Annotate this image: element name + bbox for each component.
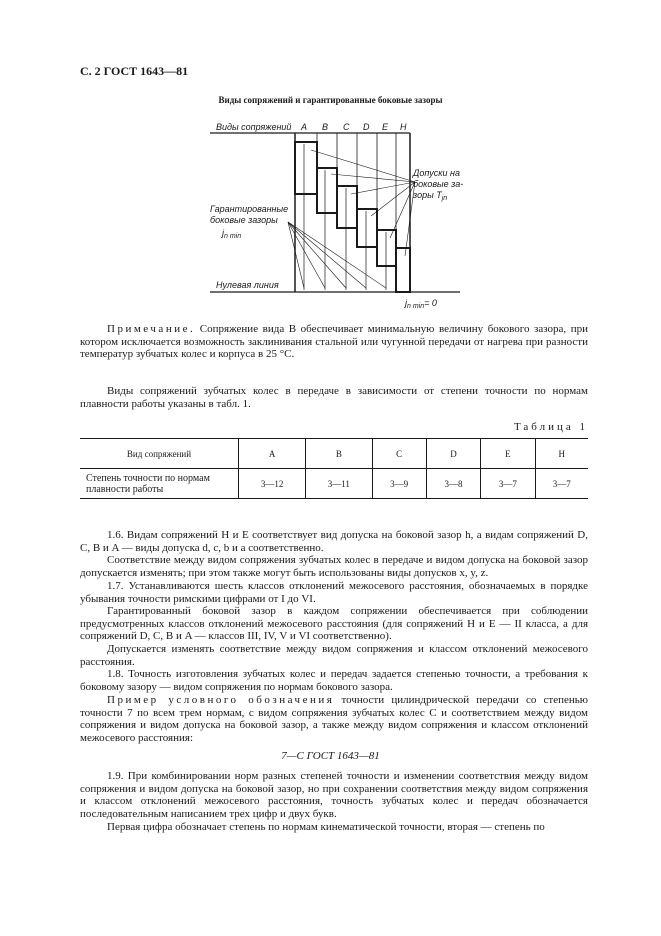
col-d: D <box>426 439 480 469</box>
cell-h: 3—7 <box>535 469 588 499</box>
para-1-8: 1.8. Точность изготовления зубчатых колес и передач задается степенью точности, а требования к боковому зазору — видом сопряжения по нормам бокового зазора. <box>80 668 588 693</box>
intro-paragraph: Виды сопряжений зубчатых колес в передаче в зависимости от степени точности по нормам плавности работы указаны в табл. 1. <box>80 385 588 410</box>
jn0-label: j <box>405 298 407 308</box>
jn-label-sub: n min <box>224 233 242 240</box>
svg-text:jn min= 0 <box>404 298 437 310</box>
para-1-7a: 1.7. Устанавливаются шесть классов отклонений межосевого расстояния, обозначаемых в порядке убывания точности римскими цифрами от I до VI. <box>80 580 588 605</box>
mating-table <box>80 438 588 499</box>
letter-b: B <box>322 122 329 132</box>
letter-d: D <box>363 122 370 132</box>
figure-caption: Виды сопряжений и гарантированные боковые зазоры <box>218 95 443 105</box>
svg-text:jn min <box>221 228 241 240</box>
letter-a: A <box>301 122 308 132</box>
jn0-label-sub: n min <box>407 303 425 310</box>
table-caption: Таблица 1 <box>513 421 588 433</box>
tolerance-field-d <box>357 209 377 247</box>
note-text: Сопряжение вида B обеспечивает минимальную величину бокового зазора, при котором исключается возможность заклинивания стальной или чугунной передачи от нагрева при разности температур зубчатых колес и корпуса в 25 °С. <box>80 323 588 361</box>
para-1-9: 1.9. При комбинировании норм разных степеней точности и изменении соответствия между видом сопряжения и видом допуска на боковой зазор, но при сохранении соответствия между видом сопряжения и классом отклонений межосевого расстояния, точность зубчатых колес и передач обозначается последовательным написанием трех цифр и двух букв. <box>80 770 588 820</box>
guaranteed-label-1: Гарантированные <box>210 204 289 214</box>
col-b: B <box>306 439 372 469</box>
cell-e: 3—7 <box>481 469 535 499</box>
kinds-label: Виды сопряжений <box>216 122 292 132</box>
jn0-label-tail: = 0 <box>424 298 437 308</box>
letter-e: E <box>382 122 389 132</box>
tolerance-field-a <box>295 142 317 194</box>
para-1-6a: 1.6. Видам сопряжений H и E соответствует вид допуска на боковой зазор h, а видам сопряжений D, C, B и A — виды допуска d, c, b и a соответственно. <box>80 529 588 554</box>
note-title: Примечание. <box>107 323 196 335</box>
tolerance-label-3: зоры T <box>413 190 442 200</box>
formula: 7—C ГОСТ 1643—81 <box>281 750 380 762</box>
col-c: C <box>372 439 426 469</box>
example-text: точности цилиндрической передачи со степенью точности 7 по всем трем нормам, с видом сопряжения зубчатых колес C и соответствием между видом сопряжения и видом допуска на боковой зазор, а также между видом сопряжения и классом отклонений межосевого расстояния: <box>80 694 588 744</box>
tolerance-field-c <box>337 186 357 228</box>
tolerance-label-sub: jn <box>441 195 448 202</box>
cell-d: 3—8 <box>426 469 480 499</box>
cell-a: 3—12 <box>239 469 306 499</box>
tolerance-label-1: Допуски на <box>413 168 461 178</box>
svg-text:зоры Tjn <box>412 190 447 202</box>
tolerance-label-2: боковые за- <box>413 179 464 189</box>
example-paragraph <box>80 694 588 744</box>
page-header: С. 2 ГОСТ 1643—81 <box>80 64 189 78</box>
guaranteed-label-2: боковые зазоры <box>210 215 278 225</box>
clearance-diagram <box>200 112 470 312</box>
zero-line-label: Нулевая линия <box>216 280 279 290</box>
tolerance-field-h <box>396 248 410 292</box>
table-header-label: Вид сопряжений <box>80 439 239 469</box>
letter-c: C <box>343 122 350 132</box>
col-h: H <box>535 439 588 469</box>
tolerance-field-b <box>317 168 337 213</box>
para-1-7b: Гарантированный боковой зазор в каждом сопряжении обеспечивается при соблюдении предусмотренных классов отклонений межосевого расстояния (для сопряжений H и E — II класса, а для сопряжений D, C, B и A — классов III, IV, V и VI соответственно). <box>80 605 588 643</box>
col-a: A <box>239 439 306 469</box>
row-label: Степень точности по нормам плавности работы <box>80 469 239 499</box>
para-1-7c: Допускается изменять соответствие между видом сопряжения и классом отклонений межосевого расстояния. <box>80 643 588 668</box>
tolerance-field-e <box>377 230 396 266</box>
col-e: E <box>481 439 535 469</box>
letter-h: H <box>400 122 407 132</box>
cell-b: 3—11 <box>306 469 372 499</box>
note-paragraph <box>80 323 588 361</box>
cell-c: 3—9 <box>372 469 426 499</box>
para-1-9b: Первая цифра обозначает степень по нормам кинематической точности, вторая — степень по <box>107 821 545 833</box>
jn-label: j <box>222 228 224 238</box>
para-1-6b: Соответствие между видом сопряжения зубчатых колес в передаче и видом допуска на боковой зазор допускается изменять; при этом также могут быть использованы виды допусков x, y, z. <box>80 554 588 579</box>
example-lead: Пример условного обозначения <box>107 694 335 706</box>
